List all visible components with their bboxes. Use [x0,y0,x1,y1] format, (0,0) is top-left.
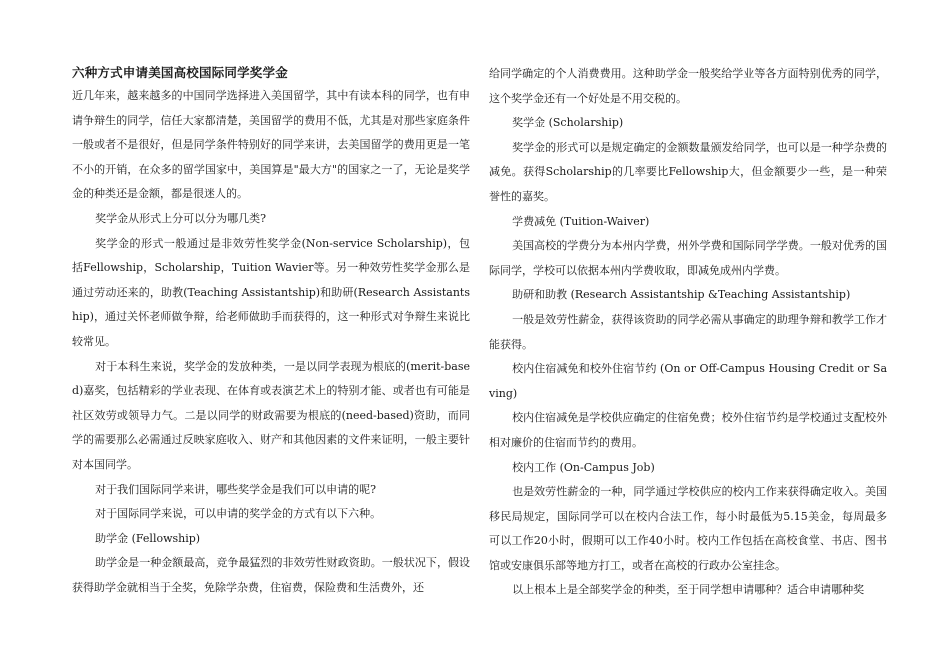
paragraph: 一般是效劳性薪金，获得该资助的同学必需从事确定的助理争辩和教学工作才能获得。 [489,312,887,351]
right-paragraphs [489,62,887,603]
paragraph: 奖学金的形式可以是规定确定的金额数量颁发给同学，也可以是一种学杂费的减免。获得Scholarship的几率要比Fellowship大，但金额要少一些，是一种荣誉性的嘉奖。 [489,140,887,203]
paragraph: 学费减免 (Tuition-Waiver) [512,214,650,228]
left-column [72,62,470,600]
paragraph: 也是效劳性薪金的一种，同学通过学校供应的校内工作来获得确定收入。美国移民局规定，国际同学可以在校内合法工作，每小时最低为5.15美金，每周最多可以工作20小时，假期可以工作40小时。校内工作包括在高校食堂、书店、图书馆或安康俱乐部等地方打工，或者在高校的行政办公室挂念。 [489,485,887,572]
paragraph: 奖学金的形式一般通过是非效劳性奖学金(Non-service Scholarship)，包括Fellowship，Scholarship，Tuition Wavier等。另一种效劳性奖学金那么是通过劳动还来的，助教(Teaching Assistantship)和助研(Research Assistantship)，通过关怀老师做争辩，给老师做助手而获得的，这一种形式对争辩生来说比较常见。 [72,236,470,348]
paragraph: 助学金是一种金额最高，竞争最猛烈的非效劳性财政资助。一般状况下，假设获得助学金就相当于全奖，免除学杂费，住宿费，保险费和生活费外，还 [72,556,470,594]
left-paragraphs [72,84,470,600]
right-column [489,62,887,603]
paragraph: 助学金 (Fellowship) [95,531,201,545]
paragraph: 对于本科生来说，奖学金的发放种类，一是以同学表现为根底的(merit-based)嘉奖，包括精彩的学业表现、在体育或表演艺术上的特别才能、或者也有可能是社区效劳或领导力气。二是以同学的财政需要为根底的(need-based)资助，而同学的需要那么必需通过反映家庭收入、财产和其他因素的文件来证明，一般主要针对本国同学。 [72,359,470,471]
paragraph: 奖学金 (Scholarship) [512,116,624,130]
paragraph: 给同学确定的个人消费费用。这种助学金一般奖给学业等各方面特别优秀的同学，这个奖学金还有一个好处是不用交税的。 [489,67,887,105]
paragraph: 校内工作 (On-Campus Job) [512,460,655,474]
paragraph: 对于我们国际同学来讲，哪些奖学金是我们可以申请的呢? [95,482,376,496]
paragraph: 近几年来，越来越多的中国同学选择进入美国留学，其中有读本科的同学，也有申请争辩生的同学，信任大家都清楚，美国留学的费用不低，尤其是对那些家庭条件一般或者不是很好，但是同学条件特别好的同学来讲，去美国留学的费用更是一笔不小的开销，在众多的留学国家中，美国算是"最大方"的国家之一了，无论是奖学金的种类还是金额，都是很迷人的。 [72,89,470,201]
paragraph: 奖学金从形式上分可以分为哪几类? [95,211,266,225]
paragraph: 校内住宿减免和校外住宿节约 (On or Off-Campus Housing Credit or Saving) [489,362,887,400]
paragraph: 助研和助教 (Research Assistantship &Teaching Assistantship) [512,288,851,302]
paragraph: 美国高校的学费分为本州内学费，州外学费和国际同学学费。一般对优秀的国际同学，学校可以依据本州内学费收取，即减免成州内学费。 [489,239,887,277]
document-title: 六种方式申请美国高校国际同学奖学金 [72,65,288,80]
paragraph: 以上根本上是全部奖学金的种类，至于同学想申请哪种？适合申请哪种奖 [512,583,865,597]
paragraph: 校内住宿减免是学校供应确定的住宿免费；校外住宿节约是学校通过支配校外相对廉价的住宿而节约的费用。 [489,411,887,449]
paragraph: 对于国际同学来说，可以申请的奖学金的方式有以下六种。 [95,507,382,521]
